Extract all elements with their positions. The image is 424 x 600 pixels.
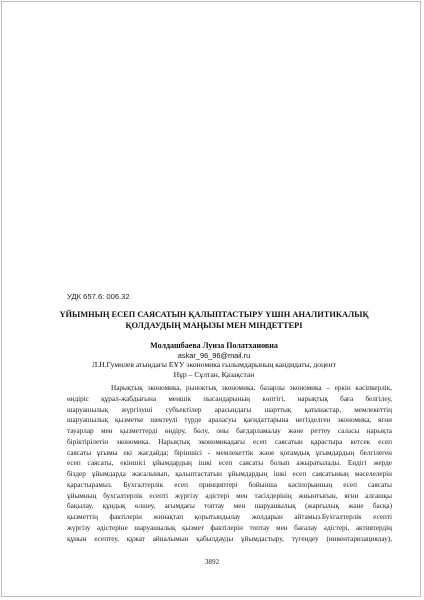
body-line: біздер ұйымдарда жасалынып, қалыптастатын ұйымдардың ішкі есеп саясатының мәселелерін: [67, 470, 392, 478]
body-line: қызметтің фактілерін жинақтап қорытындылау жолдарын айтамыз.Бухгалтерлік есепті: [67, 513, 392, 521]
author-city: Нұр – Сұлтан, Қазақстан: [173, 370, 255, 379]
body-line: жүргізу әдістеріне шаруашылық қызмет фактілерін топтау мен бағалау әдістері, активтердің: [67, 523, 392, 532]
paper-page: [1, 1, 421, 597]
page-number: 3892: [204, 558, 220, 566]
body-line: шаруашылық қызметке шектеулі түрде араласуы қағидаттарына негізделген экономика, яғни: [67, 416, 392, 425]
body-line: тауарлар мен қызметтерді өндіру, бөлу, оны бағдарламалау және реттеу саласы нарықта: [67, 427, 392, 435]
body-line: шаруашылық жүргізуші субъектілер арасындағы шарттық қатынастар, мемлекеттің: [67, 405, 392, 414]
paper-title-line-1: ҮЙЫМНЫҢ ЕСЕП САЯСАТЫН ҚАЛЫПТАСТЫРУ ҮШІН АНАЛИТИКАЛЫҚ: [59, 310, 369, 319]
author-affiliation: Л.Н.Гумилев атындағы ЕҰУ экономика ғылымдарының кандидаты, доцент: [92, 360, 336, 369]
body-line: біріктірілетін экономика. Нарықтық экономикадағы есеп саясатын қарастыра кетсек есеп: [67, 437, 392, 446]
body-line: құнын есептеу, құжат айналымын қабылдауды ұйымдастыру, түгендеу (инвентаризациялау),: [67, 534, 392, 543]
udc-code: УДК 657.6: 006.32: [67, 292, 130, 301]
author-name: Молдашбаева Луиза Полатхановна: [150, 341, 278, 350]
body-line: есеп саясаты, екіншісі ұйымдардың ішкі есеп саясаты болып ажыратылады. Ендігі жерде: [67, 459, 392, 468]
author-block: [42, 341, 386, 380]
body-line: саясаты ұғымы екі жағдайда; біріншісі - мемлекеттік және қоғамдық ұғымдардың белгілеген: [67, 448, 392, 457]
body-line: Нарықтық экономика, рыноктық экономика, базарлы экономика – еркін кәсіпкерлік,: [111, 384, 392, 392]
body-line: ұйымның бухгалтерлік есепті жүргізу әдістері мен тәсілдерінің жиынтығын, яғни алғашқы: [67, 491, 392, 500]
body-text: [67, 383, 392, 544]
paper-title-line-2: ҚОЛДАУДЫҢ МАҢЫЗЫ МЕН МІНДЕТТЕРІ: [125, 320, 303, 330]
paper-title: [42, 310, 386, 331]
author-email: askar_96_96@mail.ru: [177, 351, 251, 360]
body-line: қарастырамыз. Бухгалтерлік есеп принциптері бойынша кәсіпорынның есеп саясаты: [67, 480, 392, 489]
body-line: өндіріс құрал-жабдығына меншік пысандарының көптігі, нарықтық баға белгілеу,: [67, 394, 392, 403]
body-line: бақылау, құндық өлшеу, ағымдағы топтау мен шаруашылық (жарғылық және басқа): [67, 502, 392, 511]
